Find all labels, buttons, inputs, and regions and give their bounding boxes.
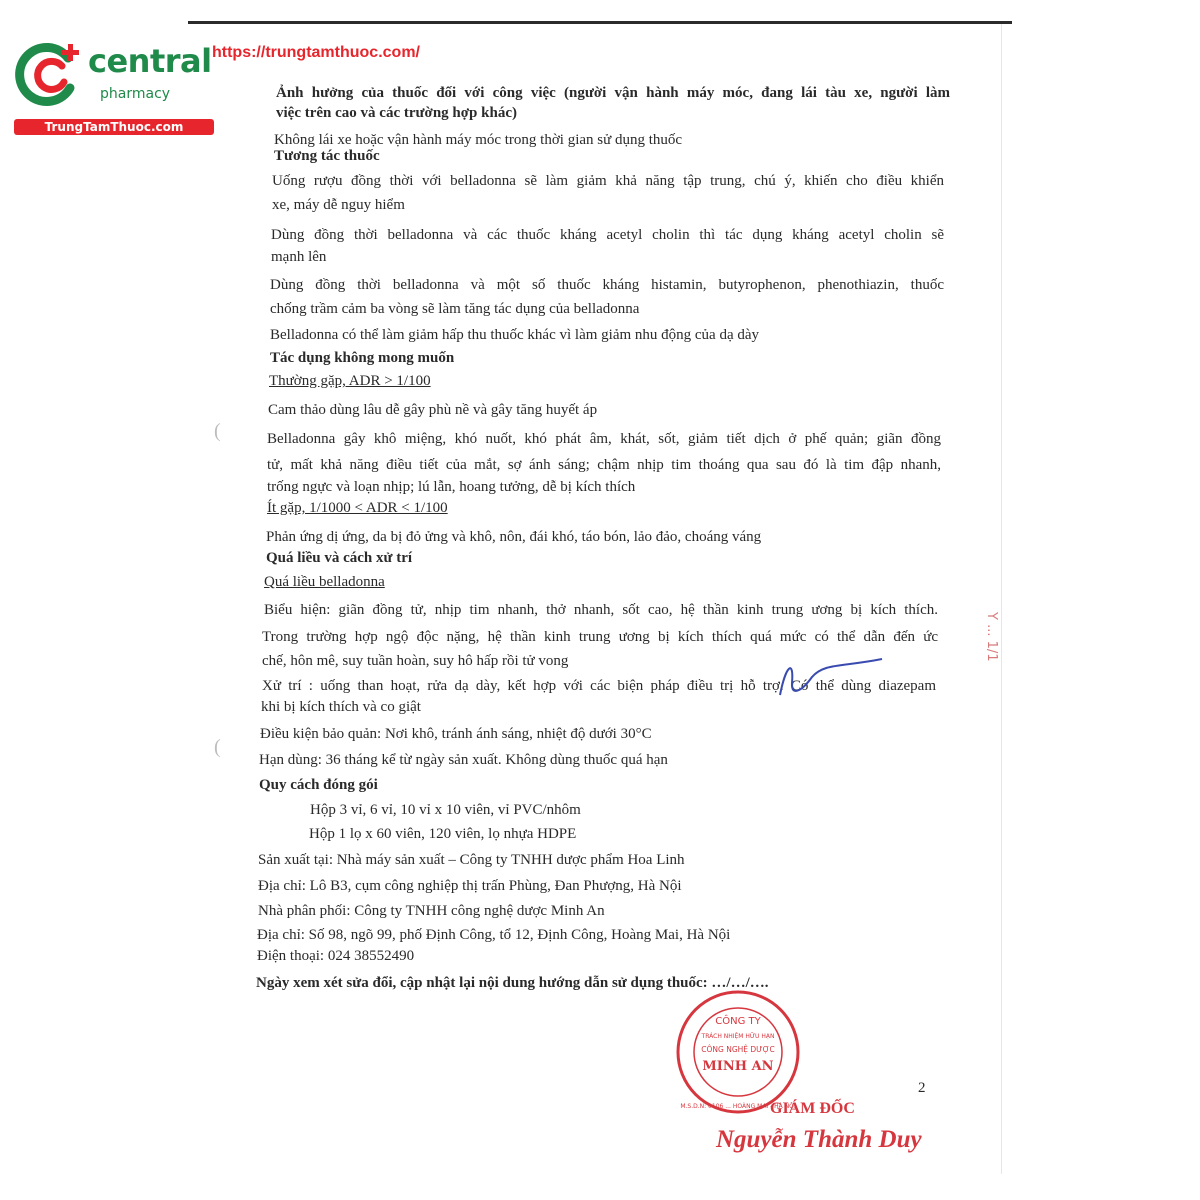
logo-wordmark: central (88, 42, 212, 80)
text-line: Không lái xe hoặc vận hành máy móc trong thời gian sử dụng thuốc (274, 132, 683, 148)
text-line: Belladonna gây khô miệng, khó nuốt, khó phát âm, khát, sốt, giảm tiết dịch ở phế quản; giãn đồng (267, 431, 941, 447)
edge-stamp-fragment: Y ... 1/1 (984, 612, 999, 662)
punch-hole-mark: ( (214, 736, 221, 758)
subheading-common: Thường gặp, ADR > 1/100 (269, 373, 431, 389)
central-pharmacy-logo[interactable] (10, 36, 210, 136)
heading-overdose: Quá liều và cách xử trí (266, 550, 413, 566)
director-title: GIÁM ĐỐC (770, 1100, 855, 1117)
logo-subtitle: pharmacy (100, 86, 171, 102)
page-number: 2 (918, 1080, 926, 1096)
punch-hole-mark: ( (214, 420, 221, 442)
text-line: trống ngực và loạn nhịp; lú lẫn, hoang tưởng, dễ bị kích thích (267, 479, 636, 495)
text-line: Phản ứng dị ứng, da bị đỏ ửng và khô, nôn, đái khó, táo bón, lảo đảo, choáng váng (266, 529, 762, 545)
distributor-phone: Điện thoại: 024 38552490 (257, 948, 415, 964)
revision-date: Ngày xem xét sửa đổi, cập nhật lại nội dung hướng dẫn sử dụng thuốc: …/…/…. (256, 975, 769, 991)
distributor: Nhà phân phối: Công ty TNHH công nghệ dược Minh An (258, 903, 605, 919)
manufacturer: Sản xuất tại: Nhà máy sản xuất – Công ty TNHH dược phẩm Hoa Linh (258, 852, 685, 868)
heading-work-effects-cont: việc trên cao và các trường hợp khác) (276, 105, 517, 121)
heading-work-effects: Ảnh hưởng của thuốc đối với công việc (người vận hành máy móc, đang lái tàu xe, người làm (276, 85, 950, 101)
text-line: Xử trí : uống than hoạt, rửa dạ dày, kết hợp với các biện pháp điều trị hỗ trợ. Có thể dùng diazepam (262, 678, 936, 694)
text-line: xe, máy dễ nguy hiểm (272, 197, 405, 213)
seal-text: TRÁCH NHIỆM HỮU HẠN (701, 1033, 775, 1040)
expiry: Hạn dùng: 36 tháng kể từ ngày sản xuất. Không dùng thuốc quá hạn (259, 752, 668, 768)
text-line: Cam thảo dùng lâu dễ gây phù nề và gây tăng huyết áp (268, 402, 598, 418)
page-edge (1001, 24, 1002, 1174)
manufacturer-address: Địa chỉ: Lô B3, cụm công nghiệp thị trấn Phùng, Đan Phượng, Hà Nội (258, 878, 682, 894)
packaging-option: Hộp 1 lọ x 60 viên, 120 viên, lọ nhựa HDPE (309, 826, 577, 842)
top-rule (188, 21, 1012, 24)
text-line: Trong trường hợp ngộ độc nặng, hệ thần kinh trung ương bị kích thích quá mức có thể dẫn đến ức (262, 629, 938, 645)
text-line: chế, hôn mê, suy tuần hoàn, suy hô hấp rồi tử vong (262, 653, 569, 669)
subheading-uncommon: Ít gặp, 1/1000 < ADR < 1/100 (267, 500, 448, 516)
seal-text: MINH AN (702, 1059, 774, 1074)
site-url-link[interactable]: https://trungtamthuoc.com/ (212, 44, 420, 61)
pharmacy-cross-icon (10, 36, 90, 116)
seal-ring-text: M.S.D.N: 0106 ... HOÀNG MAI - HÀ NỘI (680, 1103, 796, 1110)
director-signature-name: Nguyễn Thành Duy (716, 1126, 922, 1153)
heading-packaging: Quy cách đóng gói (259, 777, 378, 793)
text-line: Dùng đồng thời belladonna và một số thuốc kháng histamin, butyrophenon, phenothiazin, thuốc (270, 277, 944, 293)
packaging-option: Hộp 3 vỉ, 6 vỉ, 10 vỉ x 10 viên, vỉ PVC/nhôm (310, 802, 581, 818)
heading-interactions: Tương tác thuốc (274, 148, 380, 164)
seal-text: CÔNG NGHỆ DƯỢC (701, 1045, 775, 1054)
text-line: Uống rượu đồng thời với belladonna sẽ làm giảm khả năng tập trung, chú ý, khiến cho điều khiển (272, 173, 944, 189)
text-line: tử, mất khả năng điều tiết của mắt, sợ ánh sáng; chậm nhịp tim thoáng qua sau đó là tim đập nhanh, (267, 457, 941, 473)
text-line: Biểu hiện: giãn đồng tử, nhịp tim nhanh, thở nhanh, sốt cao, hệ thần kinh trung ương bị kích thích. (264, 602, 938, 618)
text-line: chống trầm cảm ba vòng sẽ làm tăng tác dụng của belladonna (270, 301, 640, 317)
storage-conditions: Điều kiện bảo quản: Nơi khô, tránh ánh sáng, nhiệt độ dưới 30°C (260, 726, 652, 742)
text-line: mạnh lên (271, 249, 327, 265)
text-line: khi bị kích thích và co giật (261, 699, 421, 715)
text-line: Belladonna có thể làm giảm hấp thu thuốc khác vì làm giảm nhu động của dạ dày (270, 327, 760, 343)
logo-site-banner: TrungTamThuoc.com (14, 119, 214, 135)
text-line: Dùng đồng thời belladonna và các thuốc kháng acetyl cholin thì tác dụng kháng acetyl cholin sẽ (271, 227, 944, 243)
initial-signature (772, 655, 892, 705)
subheading-belladonna-overdose: Quá liều belladonna (264, 574, 385, 590)
seal-text: CÔNG TY (715, 1016, 761, 1027)
distributor-address: Địa chỉ: Số 98, ngõ 99, phố Định Công, tổ 12, Định Công, Hoàng Mai, Hà Nội (257, 927, 731, 943)
heading-side-effects: Tác dụng không mong muốn (270, 350, 455, 366)
